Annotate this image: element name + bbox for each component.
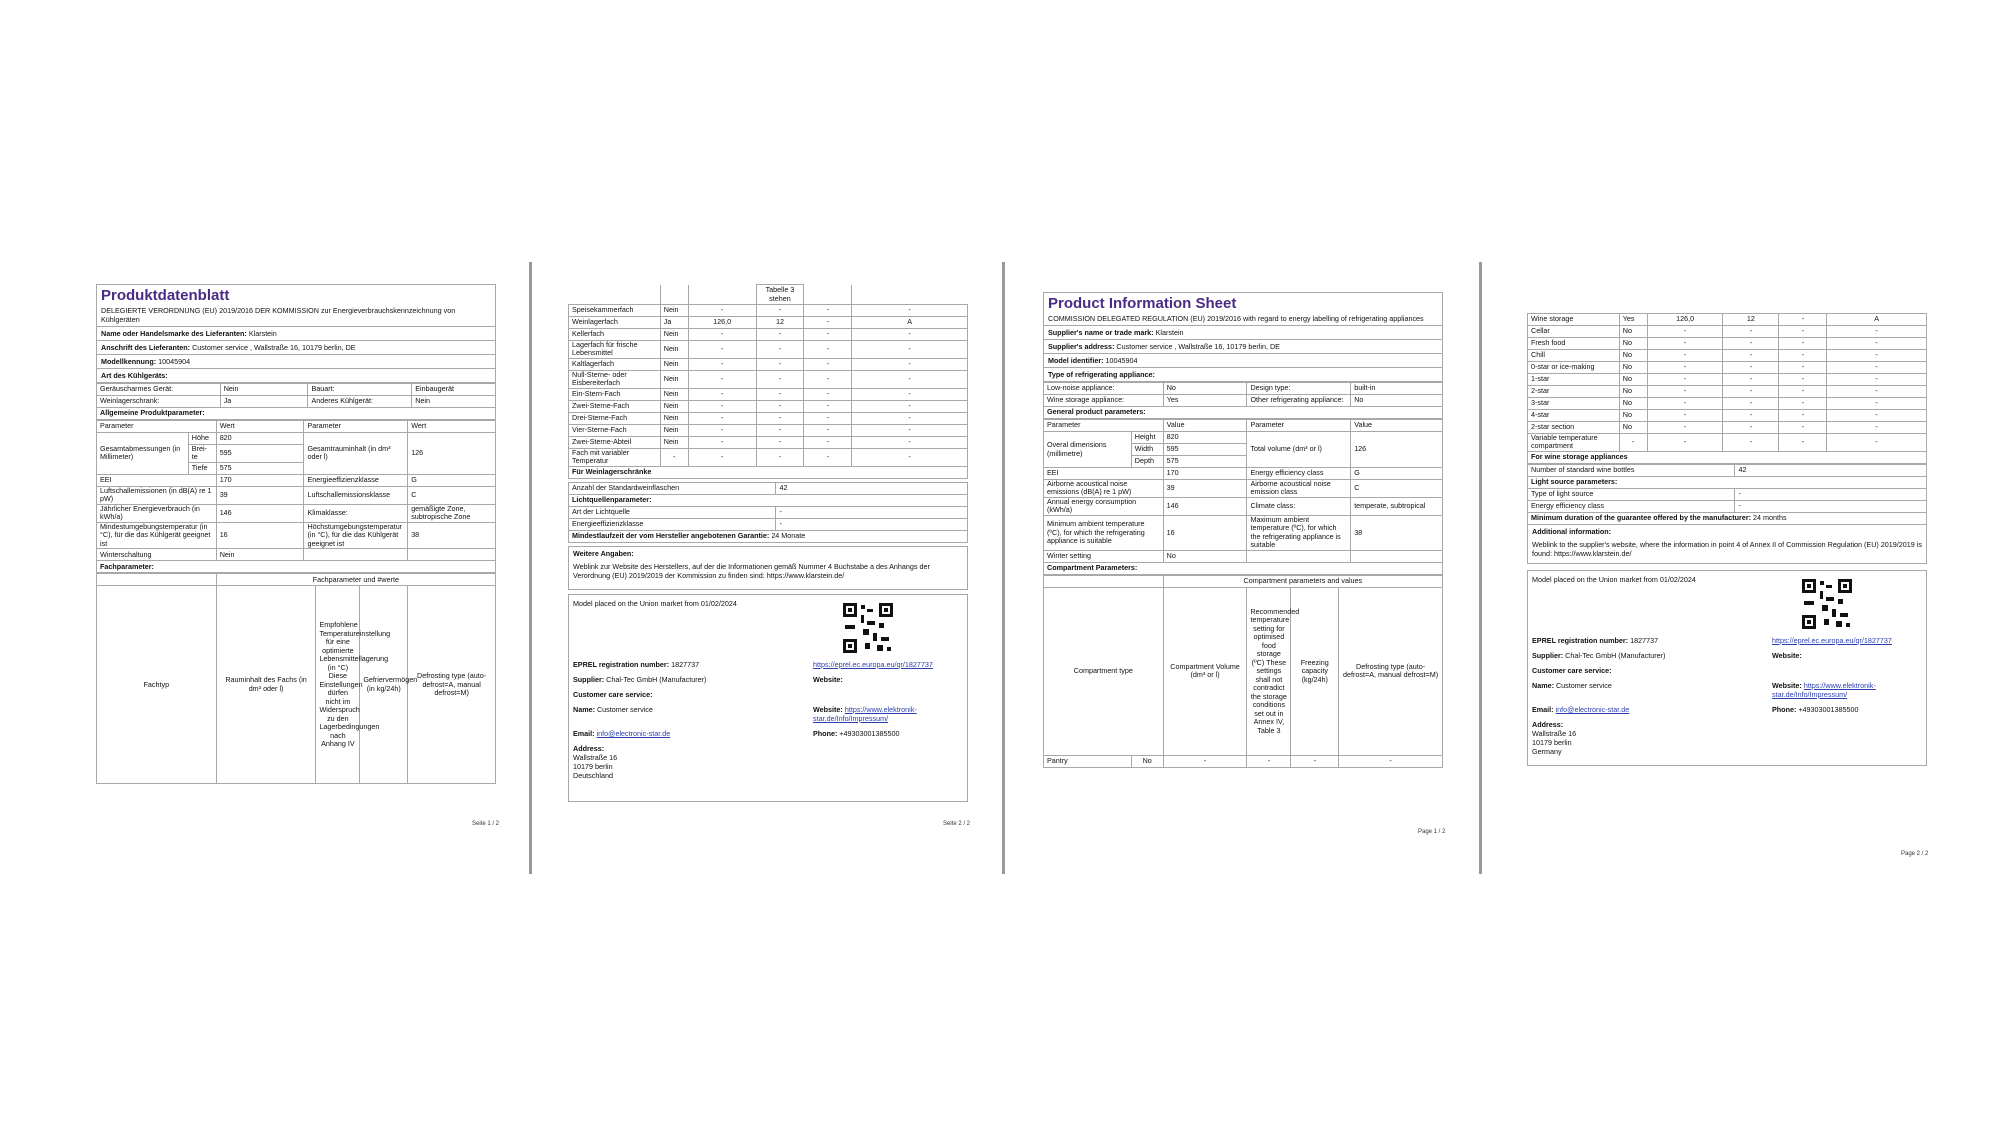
table-row: Anzahl der Standardweinflaschen 42 <box>569 482 968 494</box>
table-row: Jährlicher Energieverbrauch (in kWh/a) 146 Klimaklasse: gemäßigte Zone, subtropische Zone <box>97 504 496 522</box>
website-link[interactable]: https://www.elektronik-star.de/Info/Impressum/ <box>813 704 917 723</box>
table-row: Airborne acoustical noise emissions (dB(A) re 1 pW) 39 Airborne acoustical noise emission class C <box>1044 480 1443 498</box>
table-row: 2-star No - - - - <box>1528 386 1927 398</box>
page-1-german-sheet <box>96 284 496 784</box>
general-label: General product parameters: <box>1044 407 1443 419</box>
table-row: Vier-Sterne-Fach Nein - - - - <box>569 424 968 436</box>
placed-text: Model placed on the Union market from 01/02/2024 <box>573 598 737 608</box>
table-row: Chill No - - - - <box>1528 350 1927 362</box>
table-row: Drei-Sterne-Fach Nein - - - - <box>569 412 968 424</box>
table-row: Null-Sterne- oder Eisbereiterfach Nein - - - - <box>569 370 968 388</box>
table-row: Parameter Value Parameter Value <box>1044 420 1443 432</box>
contact-box: Model placed on the Union market from 01/02/2024 EPREL registration number: 1827737 https://eprel.ec.europa.eu/qr/1827737 Supplier: Chal-Tec GmbH (Manufacturer) Website: Customer care service: Name: Customer service Website: https://www.elektronik-star.de/Info/Impressum/ Email: info@electronic-star.de Phone: +49303001385500 Address: Wallstraße 16 10179 berlin Deutschland <box>568 594 968 802</box>
page-separator <box>529 262 532 874</box>
table-row: Geräuscharmes Gerät: Nein Bauart: Einbaugerät <box>97 384 496 396</box>
placed-text: Model placed on the Union market from 01/02/2024 <box>1532 574 1696 584</box>
eprel-link[interactable]: https://eprel.ec.europa.eu/qr/1827737 <box>1772 635 1892 645</box>
table-row: Tabelle 3 stehen <box>569 285 968 305</box>
compartment-header-table <box>96 573 496 784</box>
email-link[interactable]: info@electronic-star.de <box>1555 704 1630 714</box>
page-separator <box>1479 262 1482 874</box>
type-label: Art des Kühlgeräts: <box>96 369 496 383</box>
table-row: 2-star section No - - - - <box>1528 422 1927 434</box>
table-row: Weinlagerschrank: Ja Anderes Kühlgerät: Nein <box>97 396 496 408</box>
table-row: Mindestumgebungstemperatur (in °C), für die das Kühlgerät geeignet ist 16 Höchstumgebungstemperatur (in °C), für die das Kühlgerät geeignet ist 38 <box>97 522 496 548</box>
table-row: Compartment parameters and values <box>1044 575 1443 587</box>
table-row: 3-star No - - - - <box>1528 398 1927 410</box>
table-row: Luftschallemissionen (in dB(A) re 1 pW) 39 Luftschallemissionsklasse C <box>97 486 496 504</box>
guarantee-row: Mindestlaufzeit der vom Hersteller angebotenen Garantie: 24 Monate <box>569 530 968 542</box>
table-row: EEI 170 Energieeffizienzklasse G <box>97 474 496 486</box>
supplier-name-row: Name oder Handelsmarke des Lieferanten: Klarstein <box>96 327 496 341</box>
wine-table: Number of standard wine bottles 42 Light source parameters: Type of light source - Energy efficiency class - Minimum duration of the guarantee offered by the manufacturer: 24 months <box>1527 464 1927 525</box>
table-row: Ein-Stern-Fach Nein - - - - <box>569 388 968 400</box>
model-row: Modellkennung: 10045904 <box>96 355 496 369</box>
table-row: Brei-te 595 <box>97 445 496 463</box>
table-row: Variable temperature compartment - - - - - <box>1528 434 1927 452</box>
page-title: Product Information Sheet <box>1048 295 1237 312</box>
table-row: Weinlagerfach Ja 126,0 12 - A <box>569 317 968 329</box>
table-row: Energieeffizienzklasse - <box>569 518 968 530</box>
table-row: EEI 170 Energy efficiency class G <box>1044 468 1443 480</box>
table-row: Kaltlagerfach Nein - - - - <box>569 358 968 370</box>
table-row: Depth 575 <box>1044 456 1443 468</box>
table-row: Number of standard wine bottles 42 <box>1528 464 1927 476</box>
wine-label: Für Weinlagerschränke <box>569 466 968 478</box>
table-row: Gesamtabmessungen (in Millimeter) Höhe 820 Gesamtrauminhalt (in dm³ oder l) 126 <box>97 433 496 445</box>
page-separator <box>1002 262 1005 874</box>
qr-code <box>1802 579 1852 629</box>
header-box <box>96 284 496 327</box>
table-row: Parameter Wert Parameter Wert <box>97 421 496 433</box>
compartment-values-table <box>568 284 968 479</box>
table-row: Pantry No - - - - <box>1044 755 1443 767</box>
compartment-header-table <box>1043 575 1443 768</box>
table-row: Energy efficiency class - <box>1528 500 1927 512</box>
compartment-label: Fachparameter: <box>97 561 496 573</box>
table-row: 0-star or ice-making No - - - - <box>1528 362 1927 374</box>
compartment-values-table <box>1527 313 1927 464</box>
page-4-english-sheet <box>1527 313 1927 766</box>
wine-label: For wine storage appliances <box>1528 451 1927 463</box>
supplier-address-row: Supplier's address: Customer service , Wallstraße 16, 10179 berlin, DE <box>1043 340 1443 354</box>
table-row: Type of light source - <box>1528 488 1927 500</box>
table-row: Compartment type Compartment Volume (dm³ or l) Recommended temperature setting for optimised food storage (ºC) These settings shall not contradict the storage conditions set out in Annex IV, Table 3 Freezing capacity (kg/24h) Defrosting type (auto-defrost=A, manual defrost=M) <box>1044 587 1443 755</box>
table-row: Low-noise appliance: No Design type: built-in <box>1044 383 1443 395</box>
table-row: Fachparameter und #werte <box>97 574 496 586</box>
table-row: Tiefe 575 <box>97 462 496 474</box>
wine-table: Anzahl der Standardweinflaschen 42 Lichtquellenparameter: Art der Lichtquelle - Energieeffizienzklasse - Mindestlaufzeit der vom Hersteller angebotenen Garantie: 24 Monate <box>568 482 968 543</box>
regulation-text: COMMISSION DELEGATED REGULATION (EU) 2019/2016 with regard to energy labelling of refrigerating appliances <box>1048 314 1424 323</box>
table-row: Speisekammerfach Nein - - - - <box>569 305 968 317</box>
page-2-german-sheet <box>568 284 968 802</box>
contact-box: Model placed on the Union market from 01/02/2024 EPREL registration number: 1827737 https://eprel.ec.europa.eu/qr/1827737 Supplier: Chal-Tec GmbH (Manufacturer) Website: Customer care service: Name: Customer service Website: https://www.elektronik-star.de/Info/Impressum/ Email: info@electronic-star.de Phone: +49303001385500 Address: Wallstraße 16 10179 berlin Germany <box>1527 570 1927 766</box>
type-label: Type of refrigerating appliance: <box>1043 368 1443 382</box>
additional-info: Additional information: Weblink to the supplier's website, where the information in point 4 of Annex II of Commission Regulation (EU) 2019/2019 is found: https://www.klarstein.de/ <box>1527 525 1927 564</box>
page-number: Page 1 / 2 <box>1418 829 1446 835</box>
table-row: Kellerfach Nein - - - - <box>569 329 968 341</box>
website-link[interactable]: https://www.elektronik-star.de/Info/Impressum/ <box>1772 680 1876 699</box>
page-3-english-sheet <box>1043 292 1443 768</box>
general-table <box>96 420 496 573</box>
email-link[interactable]: info@electronic-star.de <box>596 728 671 738</box>
table-row: Width 595 <box>1044 444 1443 456</box>
table-row: Fresh food No - - - - <box>1528 338 1927 350</box>
model-row: Model identifier: 10045904 <box>1043 354 1443 368</box>
supplier-name-row: Supplier's name or trade mark: Klarstein <box>1043 326 1443 340</box>
table-row: Annual energy consumption (kWh/a) 146 Climate class: temperate, subtropical <box>1044 497 1443 515</box>
eprel-link[interactable]: https://eprel.ec.europa.eu/qr/1827737 <box>813 659 933 669</box>
table-row: Winter setting No <box>1044 550 1443 562</box>
supplier-address-row: Anschrift des Lieferanten: Customer service , Wallstraße 16, 10179 berlin, DE <box>96 341 496 355</box>
page-number: Page 2 / 2 <box>1901 851 1929 857</box>
page-title: Produktdatenblatt <box>101 287 230 304</box>
table-row: 1-star No - - - - <box>1528 374 1927 386</box>
page-number: Seite 2 / 2 <box>943 821 971 827</box>
regulation-text: DELEGIERTE VERORDNUNG (EU) 2019/2016 DER KOMMISSION zur Energieverbrauchskennzeichnung von Kühlgeräten <box>101 306 456 324</box>
general-table <box>1043 419 1443 575</box>
table-row: Art der Lichtquelle - <box>569 506 968 518</box>
table-row: Minimum ambient temperature (ºC), for which the refrigerating appliance is suitable 16 Maximum ambient temperature (ºC), for which the refrigerating appliance is suitable 38 <box>1044 515 1443 550</box>
page-number: Seite 1 / 2 <box>472 821 500 827</box>
table-row: Overal dimensions (millimetre) Height 820 Total volume (dm³ or l) 126 <box>1044 432 1443 444</box>
table-row: Cellar No - - - - <box>1528 326 1927 338</box>
table-row: Lagerfach für frische Lebensmittel Nein - - - - <box>569 341 968 359</box>
header-box <box>1043 292 1443 326</box>
table-row: Wine storage Yes 126,0 12 - A <box>1528 314 1927 326</box>
table-row: Fach mit variabler Temperatur - - - - - <box>569 448 968 466</box>
compartment-label: Compartment Parameters: <box>1044 562 1443 574</box>
qr-code <box>843 603 893 653</box>
table-row: Wine storage appliance: Yes Other refrigerating appliance: No <box>1044 395 1443 407</box>
table-row: Fachtyp Rauminhalt des Fachs (in dm³ oder l) Empfohlene Temperatureinstellung für eine optimierte Lebensmittellagerung (in °C) Diese Einstellungen dürfen nicht im Widerspruch zu den Lagerbedingungen nach Anhang IV Gefriervermögen (in kg/24h) Defrosting type (auto-defrost=A, manual defrost=M) <box>97 586 496 784</box>
table-row: Zwei-Sterne-Abteil Nein - - - - <box>569 436 968 448</box>
table-row: Winterschaltung Nein <box>97 549 496 561</box>
additional-info: Weitere Angaben: Weblink zur Website des Herstellers, auf der die Informationen gemäß Nummer 4 Buchstabe a des Anhangs der Verordnung (EU) 2019/2019 der Kommission zu finden sind: https://www.klarstein.de/ <box>568 546 968 590</box>
table-row: Zwei-Sterne-Fach Nein - - - - <box>569 400 968 412</box>
general-label: Allgemeine Produktparameter: <box>97 408 496 420</box>
guarantee-row: Minimum duration of the guarantee offered by the manufacturer: 24 months <box>1528 512 1927 524</box>
type-table <box>1043 382 1443 419</box>
table-row: 4-star No - - - - <box>1528 410 1927 422</box>
type-table <box>96 383 496 420</box>
